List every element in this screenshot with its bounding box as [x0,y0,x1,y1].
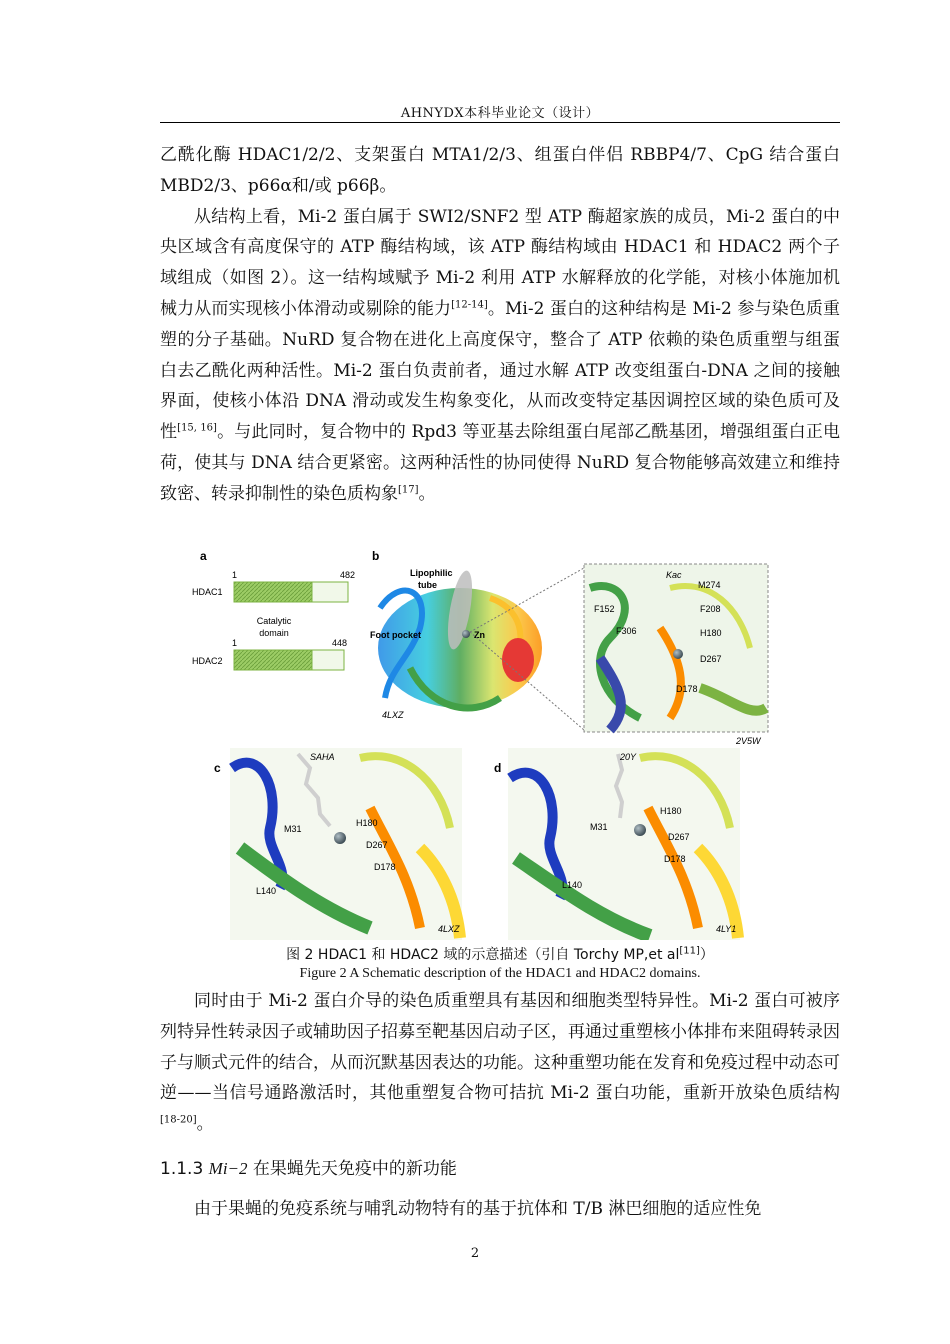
citation-18-20: [18-20] [160,1114,197,1126]
paragraph-2-text-c: 。与此同时，复合物中的 Rpd3 等亚基去除组蛋白尾部乙酰基团，增强组蛋白正电荷，使其与 DNA 结合更紧密。这两种活性的协同使得 NuRD 复合物能够高效建立和维持致密、转录抑制性的染色质构象 [160,422,841,504]
paragraph-2-text-b: 。Mi-2 蛋白的这种结构是 Mi-2 参与染色质重塑的分子基础。NuRD 复合物在进化上高度保守，整合了 ATP 依赖的染色质重塑与组蛋白去乙酰化两种活性。Mi-2 蛋白负责前者，通过水解 ATP 改变组蛋白-DNA 之间的接触界面，使核小体沿 DNA 滑动或发生构象变化，从而改变特定基因调控区域的染色质可及性 [160,298,840,443]
domain-label-1: Catalytic [256,616,292,626]
section-number: 1.1.3 [160,1159,209,1179]
panel-d [494,748,740,940]
citation-12-14: [12-14] [451,299,488,311]
hdac1-catalytic-domain [234,582,312,602]
inset-label-kac: Kac [666,570,682,580]
panel-d-l140: L140 [562,880,583,890]
panel-c-h180: H180 [356,818,378,828]
hdac1-name: HDAC1 [192,587,223,597]
paragraph-2 [160,202,840,510]
ligand-20y-label: 20Y [620,752,637,762]
panel-b [370,549,768,746]
caption-cn-tail: ） [699,947,714,963]
paragraph-2-text-d: 。 [418,483,436,504]
running-header: AHNYDX本科毕业论文（设计） [400,106,600,121]
hdac2-name: HDAC2 [192,656,223,666]
paragraph-4: 由于果蝇的免疫系统与哺乳动物特有的基于抗体和 T/B 淋巴细胞的适应性免 [194,1199,762,1219]
panel-c-label: c [214,761,221,775]
panel-c-zinc-ion [334,832,346,844]
hdac2-end: 448 [332,638,348,648]
caption-citation-11: [11] [679,945,700,957]
foot-pocket-label: Foot pocket [370,630,421,640]
figure-2-graphic [170,548,790,940]
panel-d-d178: D178 [664,854,686,864]
paragraph-1-text: 乙酰化酶 HDAC1/2/2、支架蛋白 MTA1/2/3、组蛋白伴侣 RBBP4/7、CpG 结合蛋白 MBD2/3、p66α和/或 p66β。 [160,145,840,196]
paragraph-2-text: 从结构上看，Mi-2 蛋白属于 SWI2/SNF2 型 ATP 酶超家族的成员，Mi-2 蛋白的中央区域含有高度保守的 ATP 酶结构域，该 ATP 酶结构域由 HDAC1 和 HDAC2 两个子域组成（如图 2）。这一结构域赋予 Mi-2 利用 ATP 水解释放的化学能，对核小体施加机械力从而实现核小体滑动或剔除的能力 [160,206,840,319]
section-gene-name: Mi−2 [208,1159,248,1178]
panel-c-d267: D267 [366,840,388,850]
panel-c-pdb: 4LXZ [438,924,460,934]
panel-c-l140: L140 [256,886,277,896]
domain-label-2: domain [259,628,289,638]
panel-d-h180: H180 [660,806,682,816]
header-rule [160,122,840,123]
hdac1-start: 1 [232,570,238,580]
bottom-text-block [160,986,840,1140]
lipophilic-label-2: tube [418,580,437,590]
paragraph-3-text: 同时由于 Mi-2 蛋白介导的染色质重塑具有基因和细胞类型特异性。Mi-2 蛋白可被序列特异性转录因子或辅助因子招募至靶基因启动子区，再通过重塑核小体排布来阻碍转录因子与顺式元件的结合，从而沉默基因表达的功能。这种重塑功能在发育和免疫过程中动态可逆——当信号通路激活时，其他重塑复合物可拮抗 Mi-2 蛋白功能，重新开放染色质结构 [160,991,840,1104]
paragraph-3 [160,986,840,1140]
panel-b-label: b [372,549,380,563]
ligand-saha-label: SAHA [310,752,335,762]
paragraph-3-tail: 。 [196,1114,214,1135]
hdac1-end: 482 [340,570,356,580]
inset-zinc-ion [673,649,683,659]
inset-label-m274: M274 [698,580,721,590]
citation-17: [17] [398,484,419,496]
lipophilic-label-1: Lipophilic [410,568,453,578]
section-heading [160,1154,457,1179]
panel-d-m31: M31 [590,822,608,832]
inset-label-h180: H180 [700,628,722,638]
ribbon-helix-red [502,638,534,682]
inset-pdb: 2V5W [736,736,761,746]
hdac2-catalytic-domain [234,650,312,670]
panel-a-label: a [200,549,207,563]
zn-label: Zn [474,630,485,640]
page-number: 2 [470,1246,480,1261]
section-title: 在果蝇先天免疫中的新功能 [247,1159,457,1179]
panel-d-d267: D267 [668,832,690,842]
inset-label-f208: F208 [700,604,721,614]
inset-label-d267: D267 [700,654,722,664]
inset-label-f306: F306 [616,626,637,636]
inset-label-f152: F152 [594,604,615,614]
inset-label-d178: D178 [676,684,698,694]
figure-caption-cn [160,944,840,964]
paragraph-1 [160,140,840,202]
panel-c-d178: D178 [374,862,396,872]
hdac2-start: 1 [232,638,238,648]
panel-a [192,549,355,670]
top-text-block [160,140,840,510]
caption-cn-text: 图 2 HDAC1 和 HDAC2 域的示意描述（引自 Torchy MP,et al [286,947,680,963]
panel-d-zinc-ion [634,824,646,836]
panel-c [214,748,462,940]
citation-15-16: [15, 16] [177,422,217,434]
zinc-ion [462,630,470,638]
last-text-block [160,1194,840,1225]
panel-d-pdb: 4LY1 [716,924,737,934]
panel-c-m31: M31 [284,824,302,834]
panel-b-pdb: 4LXZ [382,710,404,720]
panel-d-label: d [494,761,502,775]
figure-caption-en: Figure 2 A Schematic description of the HDAC1 and HDAC2 domains. [299,966,701,981]
figure-2 [170,548,790,940]
